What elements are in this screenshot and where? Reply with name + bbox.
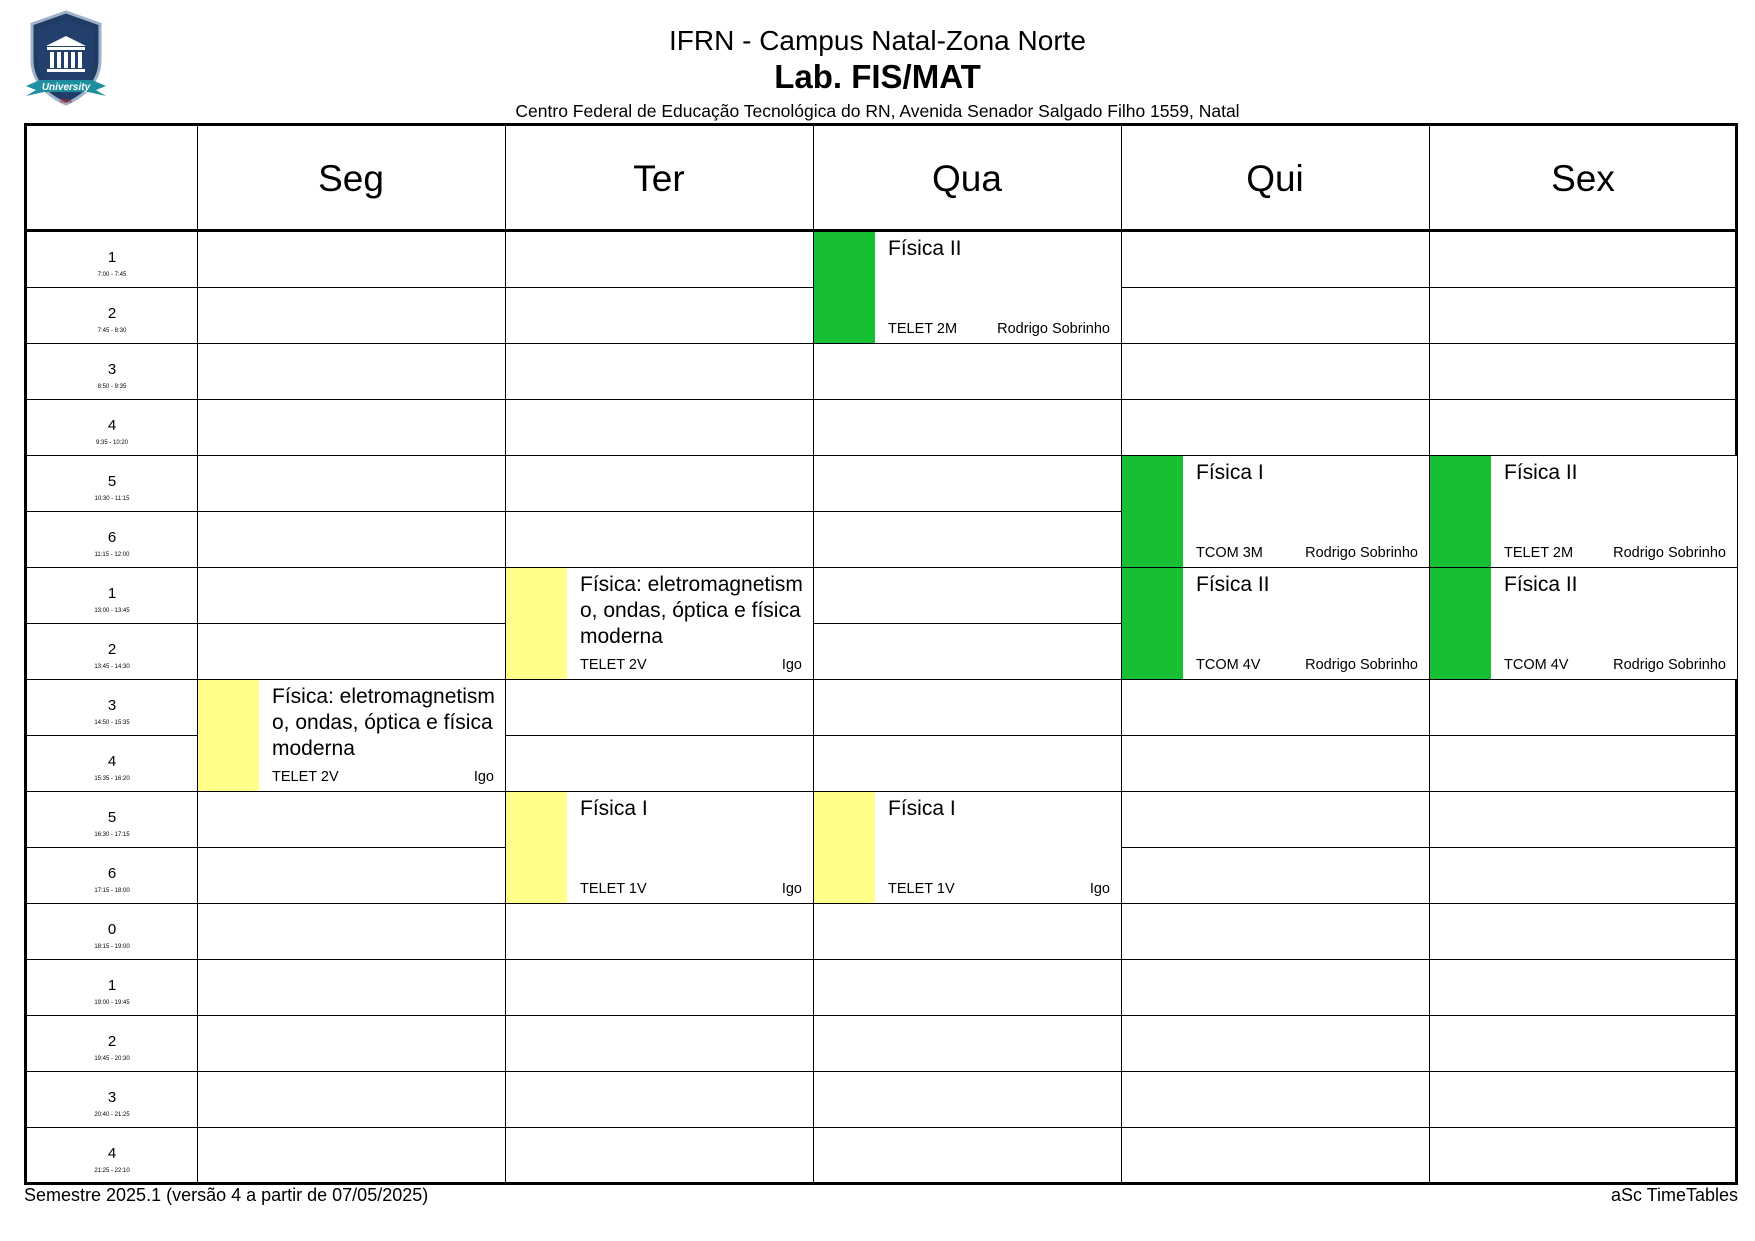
period-label [27,791,197,847]
period-time: 18:15 - 19:00 [94,944,130,950]
grid-hline [27,1127,1735,1128]
period-time: 14:50 - 15:35 [94,720,130,726]
period-time: 16:30 - 17:15 [94,832,130,838]
lesson-subject: Física II [1504,461,1578,484]
period-number: 3 [107,1089,117,1106]
period-number: 1 [107,977,117,994]
period-number: 5 [107,473,117,490]
period-time: 19:00 - 19:45 [94,1000,130,1006]
lesson-teacher: Rodrigo Sobrinho [1613,545,1726,561]
period-time: 8:50 - 9:35 [97,384,127,390]
lesson-card[interactable] [1122,568,1429,680]
lesson-class: TCOM 3M [1196,545,1263,561]
lesson-subject: Física II [1196,573,1270,596]
period-label [27,343,197,399]
lesson-class: TELET 2M [888,321,958,337]
period-number: 3 [107,697,117,714]
day-header: Sex [1551,157,1615,199]
period-number: 4 [107,753,117,770]
lesson-class: TELET 2M [1504,545,1574,561]
lesson-teacher: Rodrigo Sobrinho [1305,545,1418,561]
lesson-class: TELET 1V [888,881,955,897]
period-time: 20:40 - 21:25 [94,1112,130,1118]
lesson-subject: Física II [1504,573,1578,596]
period-label [27,679,197,735]
grid-hline [27,399,1735,400]
period-number: 3 [107,361,117,378]
lesson-class: TELET 2V [580,657,647,673]
lesson-color-stripe [1430,568,1491,679]
lesson-teacher: Rodrigo Sobrinho [1305,657,1418,673]
lesson-teacher: Rodrigo Sobrinho [1613,657,1726,673]
period-label [27,399,197,455]
lesson-subject: Física: eletromagnetismo, ondas, óptica e física moderna [580,573,803,648]
period-time: 19:45 - 20:30 [94,1056,130,1062]
period-number: 0 [107,921,117,938]
lesson-card[interactable] [506,568,813,680]
period-label [27,1127,197,1183]
period-number: 5 [107,809,117,826]
period-time: 7:45 - 8:30 [97,328,127,334]
grid-hline [27,959,1735,960]
logo-text: University [41,82,91,93]
lesson-class: TCOM 4V [1504,657,1569,673]
period-label [27,623,197,679]
period-number: 4 [107,1145,117,1162]
lesson-card[interactable] [1430,456,1737,568]
lesson-color-stripe [506,568,567,679]
room-title: Lab. FIS/MAT [774,58,981,95]
lesson-subject: Física: eletromagnetismo, ondas, óptica e física moderna [272,685,495,760]
grid-hline [27,1071,1735,1072]
period-time: 17:15 - 18:00 [94,888,130,894]
period-label [27,959,197,1015]
period-number: 1 [107,249,117,266]
period-label [27,1015,197,1071]
lesson-teacher: Igo [473,769,494,785]
period-label [27,903,197,959]
period-time: 9:35 - 10:20 [95,440,129,446]
school-title: IFRN - Campus Natal-Zona Norte [668,25,1086,56]
period-number: 2 [107,641,117,658]
lesson-subject: Física I [1196,461,1264,484]
period-label [27,455,197,511]
lesson-card[interactable] [506,792,813,904]
lesson-teacher: Rodrigo Sobrinho [997,321,1110,337]
period-number: 2 [107,1033,117,1050]
lesson-card[interactable] [198,680,505,792]
grid-hline [27,1015,1735,1016]
lesson-color-stripe [814,792,875,903]
lesson-subject: Física I [580,797,648,820]
timetable-grid [24,123,1738,1185]
period-label [27,231,197,287]
period-time: 10:30 - 11:15 [94,496,130,502]
lesson-color-stripe [198,680,259,791]
software-credit: aSc TimeTables [1610,1185,1738,1205]
lesson-color-stripe [1430,456,1491,567]
period-number: 2 [107,305,117,322]
period-label [27,511,197,567]
lesson-subject: Física II [888,237,962,260]
period-number: 6 [107,865,117,882]
day-header: Qui [1246,157,1304,199]
lesson-card[interactable] [1430,568,1737,680]
lesson-card[interactable] [814,232,1121,344]
period-number: 1 [107,585,117,602]
logo-subtext: INC4 [60,99,72,105]
period-label [27,1071,197,1127]
lesson-teacher: Igo [781,657,802,673]
lesson-color-stripe [1122,456,1183,567]
period-time: 13:45 - 14:30 [94,664,130,670]
period-number: 4 [107,417,117,434]
lesson-color-stripe [506,792,567,903]
period-number: 6 [107,529,117,546]
lesson-class: TCOM 4V [1196,657,1261,673]
period-time: 7:00 - 7:45 [97,272,127,278]
day-header: Qua [932,157,1002,199]
period-label [27,847,197,903]
lesson-teacher: Igo [1089,881,1110,897]
lesson-class: TELET 1V [580,881,647,897]
lesson-color-stripe [814,232,875,343]
lesson-color-stripe [1122,568,1183,679]
period-label [27,287,197,343]
period-label [27,567,197,623]
lesson-class: TELET 2V [272,769,339,785]
lesson-card[interactable] [814,792,1121,904]
day-header: Ter [633,157,685,199]
period-time: 15:35 - 16:20 [94,776,130,782]
period-label [27,735,197,791]
period-time: 11:15 - 12:00 [94,552,130,558]
period-time: 13:00 - 13:45 [94,608,130,614]
lesson-teacher: Igo [781,881,802,897]
lesson-card[interactable] [1122,456,1429,568]
grid-vline [197,126,198,1182]
day-header: Seg [318,157,384,199]
lesson-subject: Física I [888,797,956,820]
semester-note: Semestre 2025.1 (versão 4 a partir de 07/05/2025) [24,1185,429,1205]
address-line: Centro Federal de Educação Tecnológica do RN, Avenida Senador Salgado Filho 1559, Natal [515,101,1240,121]
period-time: 21:25 - 22:10 [94,1168,130,1174]
